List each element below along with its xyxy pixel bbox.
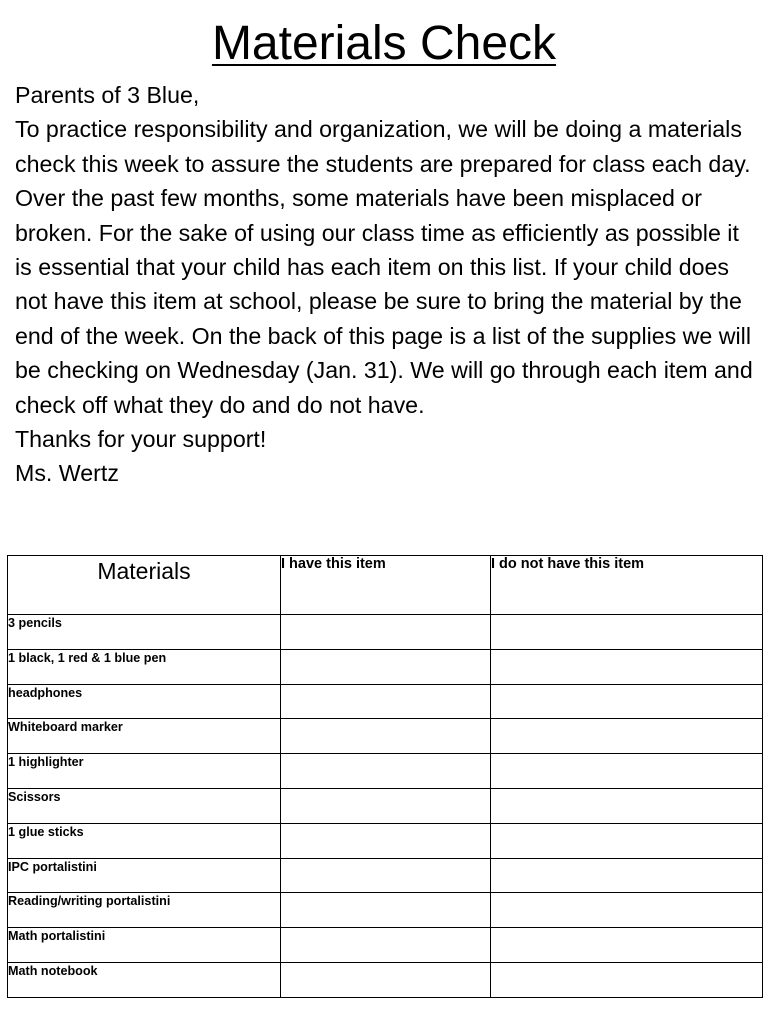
table-row — [8, 719, 763, 754]
item-name: Math notebook — [8, 962, 281, 997]
table-row — [8, 893, 763, 928]
item-name: headphones — [8, 684, 281, 719]
item-name: Reading/writing portalistini — [8, 893, 281, 928]
table-row — [8, 615, 763, 650]
item-name: 1 highlighter — [8, 754, 281, 789]
have-check-cell[interactable] — [281, 893, 491, 928]
have-check-cell[interactable] — [281, 754, 491, 789]
do-not-have-check-cell[interactable] — [491, 962, 763, 997]
do-not-have-check-cell[interactable] — [491, 893, 763, 928]
item-name: 1 glue sticks — [8, 823, 281, 858]
have-check-cell[interactable] — [281, 823, 491, 858]
item-name: Math portalistini — [8, 928, 281, 963]
have-check-cell[interactable] — [281, 788, 491, 823]
table-row — [8, 962, 763, 997]
have-check-cell[interactable] — [281, 615, 491, 650]
do-not-have-check-cell[interactable] — [491, 823, 763, 858]
have-check-cell[interactable] — [281, 649, 491, 684]
do-not-have-check-cell[interactable] — [491, 719, 763, 754]
have-check-cell[interactable] — [281, 858, 491, 893]
do-not-have-check-cell[interactable] — [491, 754, 763, 789]
document-title: Materials Check — [211, 17, 557, 70]
item-name: Scissors — [8, 788, 281, 823]
do-not-have-check-cell[interactable] — [491, 615, 763, 650]
table-row — [8, 858, 763, 893]
header-materials: Materials — [8, 556, 281, 615]
letter-greeting: Parents of 3 Blue, — [15, 82, 200, 108]
have-check-cell[interactable] — [281, 684, 491, 719]
table-row — [8, 823, 763, 858]
do-not-have-check-cell[interactable] — [491, 858, 763, 893]
do-not-have-check-cell[interactable] — [491, 684, 763, 719]
letter-body: To practice responsibility and organization, we will be doing a materials check this week to assure the students are prepared for class each day. Over the past few months, some materials have been misplaced or broken. For the sake of using our class time as efficiently as possible it is essential that your child has each item on this list. If your child does not have this item at school, please be sure to bring the material by the end of the week. On the back of this page is a list of the supplies we will be checking on Wednesday (Jan. 31). We will go through each item and check off what they do and do not have. — [15, 116, 753, 418]
header-do-not-have-item: I do not have this item — [491, 556, 763, 615]
have-check-cell[interactable] — [281, 719, 491, 754]
do-not-have-check-cell[interactable] — [491, 649, 763, 684]
table-row — [8, 928, 763, 963]
item-name: 3 pencils — [8, 615, 281, 650]
materials-table — [7, 555, 763, 998]
table-row — [8, 684, 763, 719]
letter-signature: Ms. Wertz — [15, 460, 119, 487]
have-check-cell[interactable] — [281, 962, 491, 997]
table-row — [8, 788, 763, 823]
table-row — [8, 754, 763, 789]
header-have-item: I have this item — [281, 556, 491, 615]
item-name: Whiteboard marker — [8, 719, 281, 754]
do-not-have-check-cell[interactable] — [491, 788, 763, 823]
table-header-row — [8, 556, 763, 615]
item-name: 1 black, 1 red & 1 blue pen — [8, 649, 281, 684]
have-check-cell[interactable] — [281, 928, 491, 963]
do-not-have-check-cell[interactable] — [491, 928, 763, 963]
item-name: IPC portalistini — [8, 858, 281, 893]
letter-thanks: Thanks for your support! — [15, 426, 267, 453]
parent-letter — [15, 78, 760, 491]
table-row — [8, 649, 763, 684]
